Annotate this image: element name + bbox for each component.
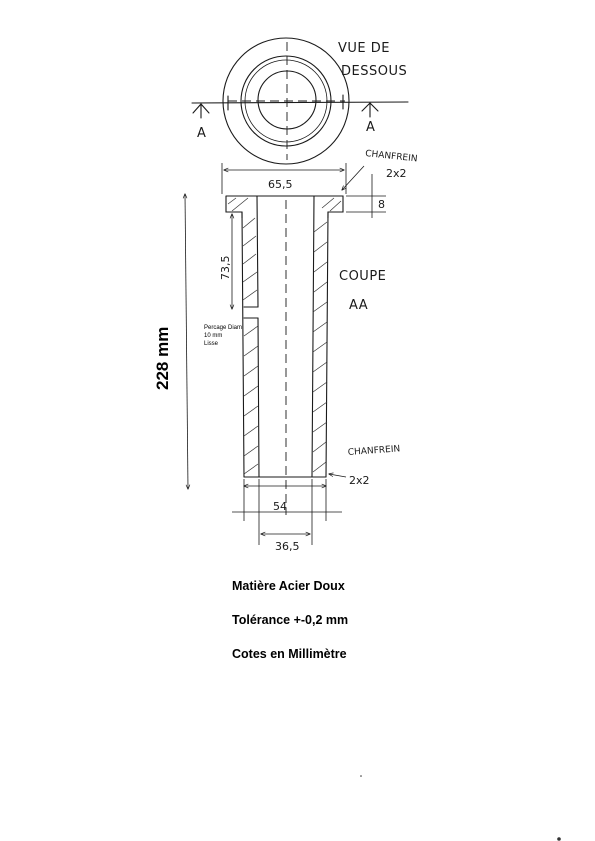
chamfer-top-label: CHANFREIN [364, 149, 418, 165]
dim-hole-position: 73,5 [219, 255, 232, 280]
dim-flange-thickness: 8 [378, 198, 385, 211]
section-label-line1: COUPE [339, 269, 387, 284]
dim-total-length: 228 mm [153, 326, 172, 390]
dimensions [153, 149, 418, 553]
bore-wall-right [312, 196, 314, 477]
section-marker-right: A [366, 120, 376, 135]
bottom-view [192, 38, 408, 164]
leader-chamfer-top [342, 166, 364, 190]
tolerance-note: Tolérance +-0,2 mm [232, 613, 349, 627]
section-view [226, 196, 386, 515]
hole-note-line1: Percage Diam [204, 325, 243, 331]
chamfer-top-value: 2x2 [386, 167, 407, 180]
outer-wall-left [242, 212, 244, 477]
dim-line-total-length [185, 194, 188, 489]
hole-note-line3: Lisse [204, 341, 219, 347]
chamfer-bottom-label: CHANFREIN [347, 444, 401, 458]
bore-wall-left-lower [258, 318, 259, 477]
dim-outer-diameter: 54 [273, 500, 287, 513]
bore-wall-left [257, 196, 258, 307]
section-marker-left: A [197, 126, 207, 141]
outer-wall-right [326, 212, 328, 477]
scan-speck-2 [557, 837, 561, 841]
section-line [192, 102, 408, 103]
chamfer-bottom-value: 2x2 [349, 474, 370, 487]
view-label-line1: VUE DE [338, 41, 390, 56]
view-label-line2: DESSOUS [341, 64, 408, 79]
section-label-line2: AA [349, 298, 369, 313]
material-note: Matière Acier Doux [232, 579, 345, 593]
dim-inner-diameter: 36,5 [275, 540, 300, 553]
scan-speck [360, 775, 362, 777]
hole-note-line2: 10 mm [204, 333, 223, 339]
leader-chamfer-bottom [329, 474, 346, 477]
flange-outline [226, 196, 343, 218]
dim-flange-width: 65,5 [268, 178, 293, 191]
units-note: Cotes en Millimètre [232, 647, 347, 661]
